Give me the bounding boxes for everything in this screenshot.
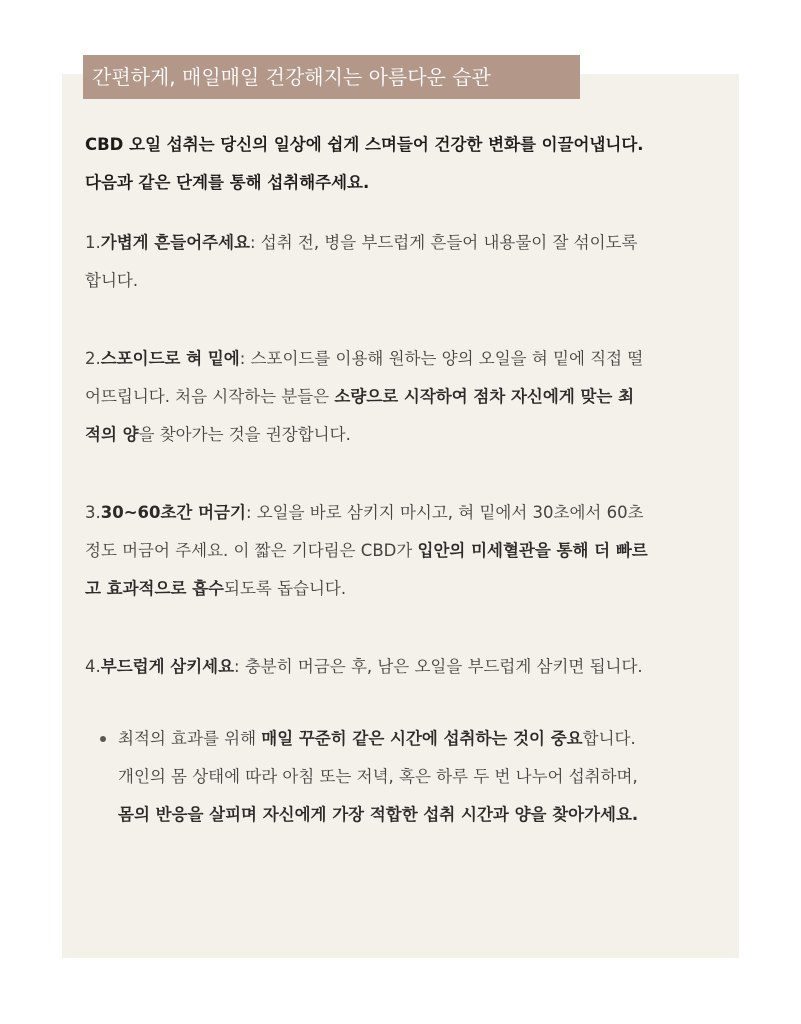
step-text: : 섭취 전, 병을 부드럽게 흔들어 내용물이 잘 섞이도록: [249, 233, 638, 252]
intro-line-2: 다음과 같은 단계를 통해 섭취해주세요.: [85, 173, 370, 192]
step-text: : 스포이드를 이용해 원하는 양의 오일을 혀 밑에 직접 떨: [239, 349, 644, 368]
step-3: [85, 494, 735, 608]
step-number: 2.: [85, 349, 101, 368]
step-number: 4.: [85, 657, 101, 676]
intro-line-1: CBD 오일 섭취는 당신의 일상에 쉽게 스며들어 건강한 변화를 이끌어냅니다.: [85, 135, 644, 154]
step-text: 합니다.: [85, 271, 139, 290]
step-title: 부드럽게 삼키세요: [100, 657, 235, 676]
step-text: : 충분히 머금은 후, 남은 오일을 부드럽게 삼키면 됩니다.: [234, 657, 643, 676]
tip-note: [85, 720, 735, 834]
step-emphasis: 입안의 미세혈관을 통해 더 빠르: [417, 541, 648, 560]
step-emphasis: 적의 양: [85, 425, 139, 444]
step-text: 되도록 돕습니다.: [224, 579, 347, 598]
section-title-banner: [83, 55, 580, 99]
step-1: [85, 224, 735, 300]
note-text: 개인의 몸 상태에 따라 아침 또는 저녁, 혹은 하루 두 번 나누어 섭취하며,: [118, 767, 638, 786]
note-text: 합니다.: [582, 729, 636, 748]
step-title: 가볍게 흔들어주세요: [100, 233, 250, 252]
bullet-icon: [100, 736, 106, 742]
section-title: 간편하게, 매일매일 건강해지는 아름다운 습관: [92, 65, 491, 89]
note-emphasis: 몸의 반응을 살피며 자신에게 가장 적합한 섭취 시간과 양을 찾아가세요.: [118, 805, 639, 824]
instructions-content: [85, 126, 735, 834]
step-text: : 오일을 바로 삼키지 마시고, 혀 밑에서 30초에서 60초: [245, 503, 644, 522]
intro-paragraph: [85, 126, 735, 202]
step-text: 을 찾아가는 것을 권장합니다.: [138, 425, 351, 444]
step-emphasis: 소량으로 시작하여 점차 자신에게 맞는 최: [334, 387, 635, 406]
note-emphasis: 매일 꾸준히 같은 시간에 섭취하는 것이 중요: [261, 729, 583, 748]
step-title: 30~60초간 머금기: [100, 503, 246, 522]
step-title: 스포이드로 혀 밑에: [100, 349, 240, 368]
step-2: [85, 340, 735, 454]
note-text: 최적의 효과를 위해: [118, 729, 262, 748]
step-number: 1.: [85, 233, 101, 252]
step-4: [85, 648, 735, 686]
step-number: 3.: [85, 503, 101, 522]
step-text: 어뜨립니다. 처음 시작하는 분들은: [85, 387, 335, 406]
step-emphasis: 고 효과적으로 흡수: [85, 579, 225, 598]
step-text: 정도 머금어 주세요. 이 짧은 기다림은 CBD가: [85, 541, 418, 560]
